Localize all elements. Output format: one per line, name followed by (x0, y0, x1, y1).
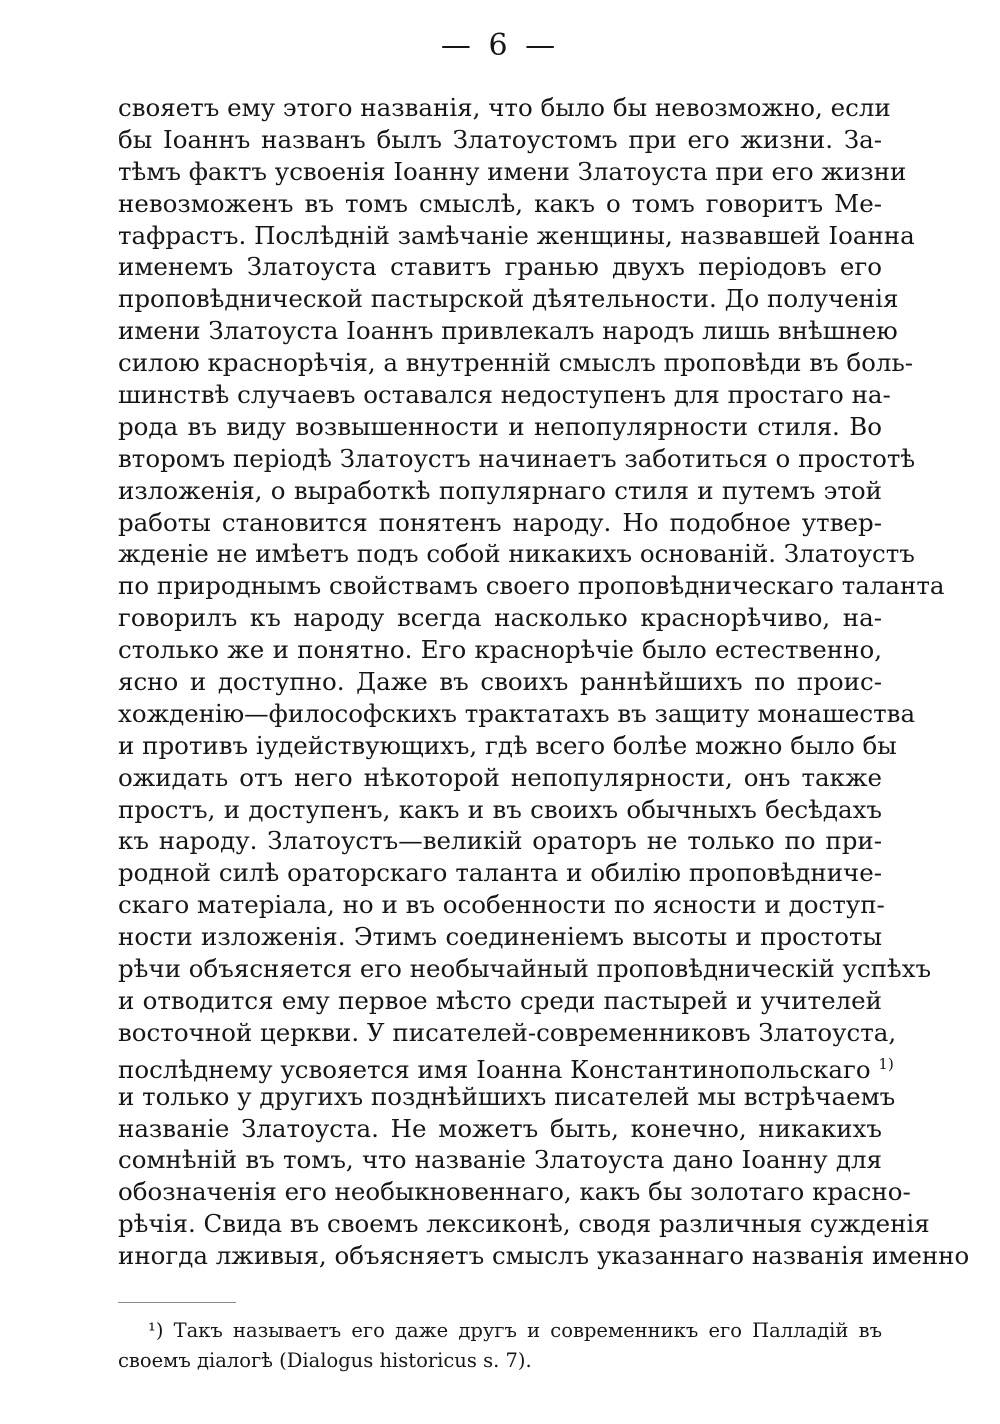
text-line: невозможенъ въ томъ смыслѣ, какъ о томъ говоритъ Ме- (118, 188, 882, 218)
text-line: работы становится понятенъ народу. Но подобное утвер- (118, 507, 882, 537)
text-line: хожденію—философскихъ трактатахъ въ защиту монашества (118, 698, 916, 728)
body-text (118, 92, 970, 1272)
text-line: и отводится ему первое мѣсто среди пастырей и учителей (118, 985, 882, 1015)
text-line: силою краснорѣчія, а внутренній смыслъ проповѣди въ боль- (118, 348, 914, 378)
text-line: родной силѣ ораторскаго таланта и обилію проповѣдниче- (118, 858, 882, 888)
text-line: шинствѣ случаевъ оставался недоступенъ для простаго на- (118, 380, 891, 410)
text-line: простъ, и доступенъ, какъ и въ своихъ обычныхъ бесѣдахъ (118, 794, 882, 824)
text-line-content: послѣднему усвояется имя Іоанна Константинопольскаго (118, 1054, 871, 1084)
text-line: второмъ періодѣ Златоустъ начинаетъ заботиться о простотѣ (118, 443, 916, 473)
text-line: изложенія, о выработкѣ популярнаго стиля и путемъ этой (118, 475, 882, 505)
text-line: къ народу. Златоустъ—великій ораторъ не только по при- (118, 826, 882, 856)
text-line: тафрастъ. Послѣдній замѣчаніе женщины, назвавшей Іоанна (118, 220, 915, 250)
text-line: ясно и доступно. Даже въ своихъ раннѣйшихъ по проис- (118, 667, 882, 697)
footnote-line: ¹) Такъ называетъ его даже другъ и современникъ его Палладій въ (148, 1319, 882, 1342)
text-line: ности изложенія. Этимъ соединеніемъ высоты и простоты (118, 922, 882, 952)
footnotes (118, 1316, 882, 1376)
text-line: восточной церкви. У писателей-современниковъ Златоуста, (118, 1017, 897, 1047)
text-line: свояетъ ему этого названія, что было бы невозможно, если (118, 93, 891, 122)
text-line: рѣчія. Свида въ своемъ лексиконѣ, сводя различныя сужденія (118, 1209, 930, 1239)
text-line: и противъ іудействующихъ, гдѣ всего болѣе можно было бы (118, 730, 897, 760)
text-line: названіе Златоуста. Не можетъ быть, конечно, никакихъ (118, 1113, 882, 1143)
text-line: говорилъ къ народу всегда насколько краснорѣчиво, на- (118, 603, 882, 633)
text-line: ожидать отъ него нѣкоторой непопулярности, онъ также (118, 762, 882, 792)
text-line: именемъ Златоуста ставитъ гранью двухъ періодовъ его (118, 252, 882, 282)
text-line: и только у другихъ позднѣйшихъ писателей мы встрѣчаемъ (118, 1081, 896, 1111)
text-line: жденіе не имѣетъ подъ собой никакихъ основаній. Златоустъ (118, 539, 915, 569)
text-line: рѣчи объясняется его необычайный проповѣдническій успѣхъ (118, 954, 932, 984)
text-line: бы Іоаннъ названъ былъ Златоустомъ при его жизни. За- (118, 124, 882, 154)
text-line: столько же и понятно. Его краснорѣчіе было естественно, (118, 635, 882, 665)
footnote-divider (118, 1302, 236, 1303)
footnote-line: своемъ діалогѣ (Dialogus historicus s. 7). (118, 1349, 532, 1372)
text-line: тѣмъ фактъ усвоенія Іоанну имени Златоуста при его жизни (118, 156, 907, 186)
text-line: скаго матеріала, но и въ особенности по ясности и доступ- (118, 890, 885, 920)
text-line-with-footnote-ref (118, 1049, 894, 1084)
text-line: обозначенія его необыкновеннаго, какъ бы золотаго красно- (118, 1177, 911, 1207)
page-number: — 6 — (440, 28, 560, 63)
footnote-reference: 1) (878, 1054, 894, 1073)
text-line: сомнѣній въ томъ, что названіе Златоуста дано Іоанну для (118, 1145, 882, 1175)
text-line: проповѣднической пастырской дѣятельности. До полученія (118, 284, 899, 314)
text-line: иногда лживыя, объясняетъ смыслъ указаннаго названія именно (118, 1241, 970, 1271)
text-line: имени Златоуста Іоаннъ привлекалъ народъ лишь внѣшнею (118, 316, 898, 346)
text-line: рода въ виду возвышенности и непопулярности стиля. Во (118, 411, 882, 441)
text-line: по природнымъ свойствамъ своего проповѣдническаго таланта (118, 571, 945, 601)
